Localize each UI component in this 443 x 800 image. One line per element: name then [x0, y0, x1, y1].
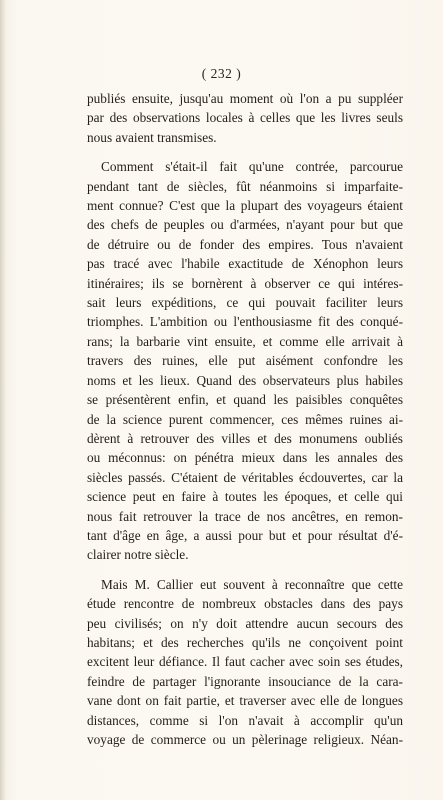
text-line: excitent leur défiance. Il faut cacher avec soin ses études, — [87, 654, 403, 670]
text-line: feindre de partager l'ignorante insouciance de la cara- — [87, 673, 403, 689]
text-line: de détruire ou de fonder des empires. Tous n'avaient — [87, 236, 403, 252]
text-line: étude rencontre de nombreux obstacles dans des pays — [87, 596, 403, 612]
text-line: tant d'âge en âge, a aussi pour but et pour résultat d'é- — [87, 527, 403, 543]
text-line: pas tracé avec l'habile exactitude de Xénophon leurs — [87, 256, 403, 272]
text-line: rans; la barbarie vint ensuite, et comme elle arrivait à — [87, 333, 403, 349]
text-line: travers des ruines, elle put aisément confondre les — [87, 353, 403, 369]
text-line: nous avaient transmises. — [87, 129, 217, 145]
text-line: clairer notre siècle. — [87, 547, 189, 563]
body-text — [87, 89, 403, 749]
text-line: itinéraires; ils se bornèrent à observer ce qui intéres- — [87, 275, 403, 291]
paragraph — [87, 575, 403, 750]
text-line: sait leurs expéditions, ce qui pouvait faciliter leurs — [87, 295, 403, 311]
text-line: ment connue? C'est que la plupart des voyageurs étaient — [87, 198, 403, 214]
text-line: se présentèrent enfin, et quand les paisibles conquêtes — [87, 392, 403, 408]
text-line: pendant tant de siècles, fût néanmoins si imparfaite- — [87, 178, 403, 194]
text-line: des chefs de peuples ou d'armées, n'ayant pour but que — [87, 217, 403, 233]
text-line: publiés ensuite, jusqu'au moment où l'on a pu suppléer — [87, 91, 403, 106]
text-line: ou méconnus: on pénétra mieux dans les annales des — [87, 450, 403, 466]
paragraph — [87, 89, 403, 147]
text-line: triomphes. L'ambition ou l'enthousiasme fit des conqué- — [87, 314, 403, 330]
text-line: science peut en faire à toutes les époques, et celle qui — [87, 489, 403, 505]
paragraph — [87, 157, 403, 565]
text-line: siècles passés. C'étaient de véritables écdouvertes, car la — [87, 469, 403, 485]
text-line: dèrent à retrouver des villes et des monumens oubliés — [87, 430, 403, 446]
page-number: ( 232 ) — [201, 66, 242, 81]
text-line: par des observations locales à celles que les livres seuls — [87, 110, 403, 126]
text-line: nous fait retrouver la trace de nos ancêtres, en remon- — [87, 508, 403, 524]
text-line: distances, comme si l'on n'avait à accomplir qu'un — [87, 712, 403, 728]
text-line: peu civilisés; on n'y doit attendre aucun secours des — [87, 615, 403, 631]
text-line: habitans; et des recherches qu'ils ne conçoivent point — [87, 634, 403, 650]
text-line: vane dont on fait partie, et traverser avec elle de longues — [87, 693, 403, 709]
text-line: Comment s'était-il fait qu'une contrée, parcourue — [101, 159, 403, 175]
text-line: Mais M. Callier eut souvent à reconnaître que cette — [101, 576, 403, 592]
text-line: de la science purent commencer, ces mêmes ruines ai- — [87, 411, 403, 427]
text-line: voyage de commerce ou un pèlerinage religieux. Néan- — [87, 732, 403, 747]
page-gutter-shadow — [0, 0, 6, 800]
text-line: noms et les lieux. Quand des observateurs plus habiles — [87, 372, 403, 388]
